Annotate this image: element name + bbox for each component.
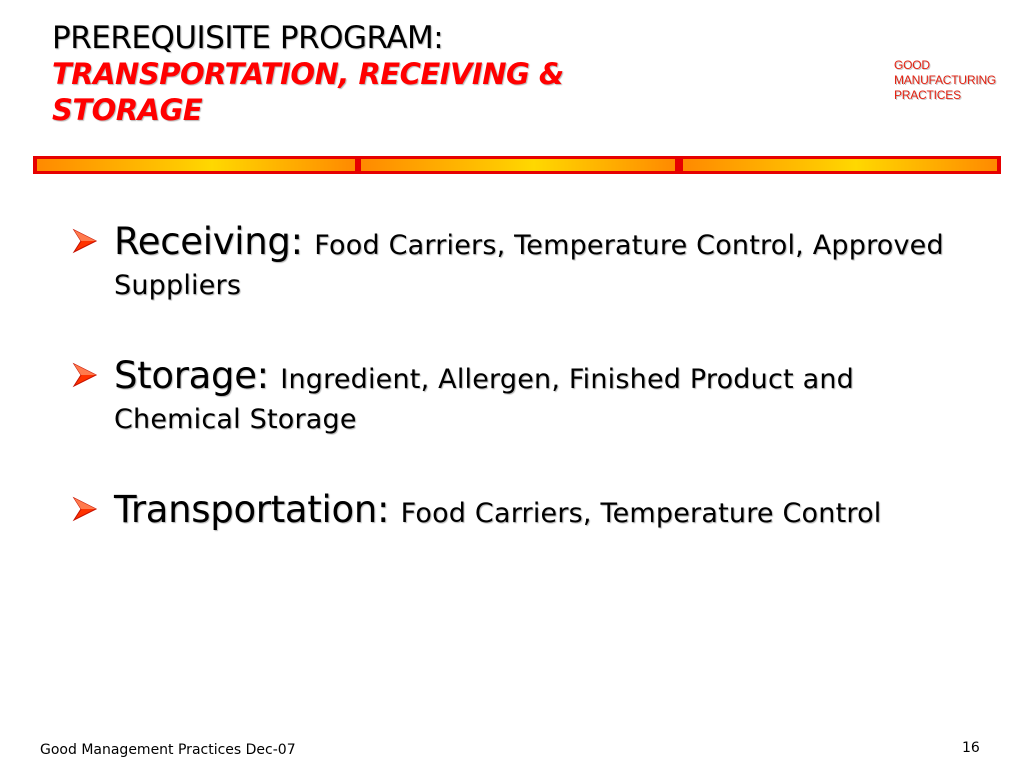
bullet-item-transportation: [72, 488, 972, 534]
bullet-item-receiving: [72, 220, 972, 306]
brand-label-line: MANUFACTURING: [894, 73, 997, 87]
bullet-text: [114, 354, 972, 440]
arrowhead-bullet-icon: [72, 496, 98, 522]
bullet-term: Receiving:: [114, 220, 315, 263]
bullet-detail: Ingredient, Allergen, Finished Product and Chemical Storage: [114, 364, 854, 435]
bullet-text: [114, 488, 972, 534]
arrowhead-bullet-icon: [72, 228, 98, 254]
divider-highlight-segment: [361, 159, 675, 171]
bullet-detail: Food Carriers, Temperature Control, Approved Suppliers: [114, 230, 944, 301]
footer-text: Good Management Practices Dec-07: [40, 742, 296, 758]
bullet-item-storage: [72, 354, 972, 440]
bullet-list: [72, 220, 972, 582]
brand-label: [894, 58, 996, 103]
slide-title: [52, 20, 672, 128]
bullet-term: Storage:: [114, 354, 281, 397]
page-number: 16: [962, 740, 980, 756]
brand-label-line: PRACTICES: [894, 88, 961, 102]
bullet-detail: Food Carriers, Temperature Control: [400, 498, 882, 529]
title-divider-bar: [33, 156, 1001, 174]
bullet-term: Transportation:: [114, 488, 401, 531]
divider-highlight-segment: [683, 159, 997, 171]
slide-title-main: PREREQUISITE PROGRAM:: [52, 20, 444, 56]
bullet-text: [114, 220, 972, 306]
brand-label-line: GOOD: [894, 58, 930, 72]
divider-highlight-segment: [37, 159, 355, 171]
arrowhead-bullet-icon: [72, 362, 98, 388]
slide-title-subtitle: TRANSPORTATION, RECEIVING & STORAGE: [52, 57, 564, 127]
